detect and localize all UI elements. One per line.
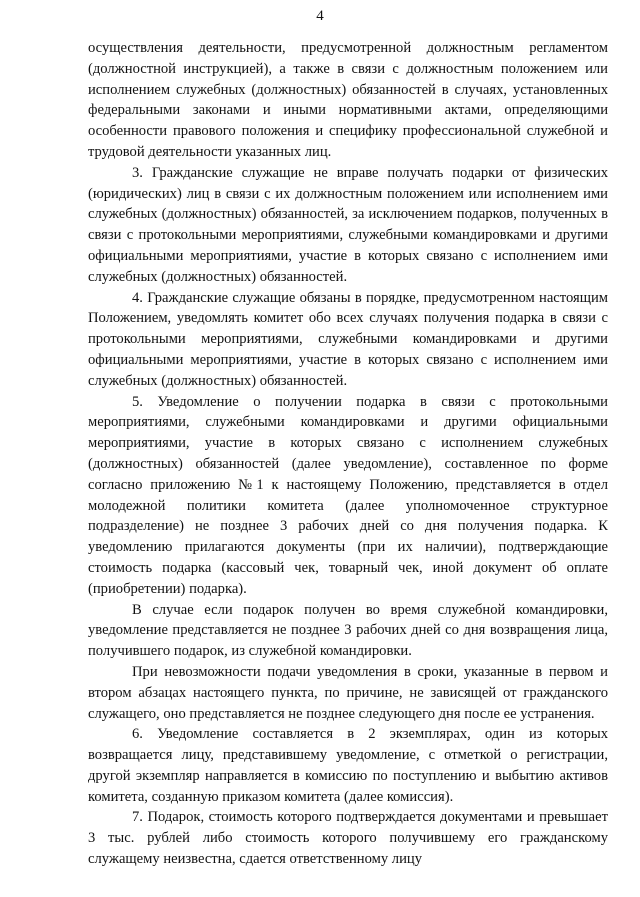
paragraph: В случае если подарок получен во время служебной командировки, уведомление представляется не позднее 3 рабочих дней со дня возвращения лица, получившего подарок, из служебной командировки. — [88, 601, 608, 660]
paragraph: 4. Гражданские служащие обязаны в порядке, предусмотренном настоящим Положением, уведомлять комитет обо всех случаях получения подарка в связи с протокольными мероприятиями, служебными командировками и другими официальными мероприятиями, участие в которых связано с исполнением ими служебных (должностных) обязанностей. — [88, 289, 608, 389]
paragraph: 7. Подарок, стоимость которого подтверждается документами и превышает 3 тыс. рублей либо стоимость которого получившему его гражданскому служащему неизвестна, сдается ответственному лицу — [88, 809, 608, 868]
paragraph: осуществления деятельности, предусмотренной должностным регламентом (должностной инструкцией), а также в связи с должностным положением или исполнением служебных (должностных) обязанностей в случаях, установленных федеральными законами и иными нормативными актами, определяющими особенности правового положения и специфику профессиональной служебной и трудовой деятельности указанных лиц. — [88, 40, 608, 160]
page-number: 4 — [316, 8, 324, 24]
paragraph: 3. Гражданские служащие не вправе получать подарки от физических (юридических) лиц в связи с их должностным положением или исполнением ими служебных (должностных) обязанностей, за исключением подарков, полученных в связи с протокольными мероприятиями, служебными командировками и другими официальными мероприятиями, участие в которых связано с исполнением ими служебных (должностных) обязанностей. — [88, 164, 608, 285]
paragraph: 5. Уведомление о получении подарка в связи с протокольными мероприятиями, служебными командировками и другими официальными мероприятиями, участие в которых связано с исполнением служебных (должностных) обязанностей (далее уведомление), составленное по форме согласно приложению №1 к настоящему Положению, представляется в отдел молодежной политики комитета (далее уполномоченное структурное подразделение) не позднее 3 рабочих дней со дня получения подарка. К уведомлению прилагаются документы (при их наличии), подтверждающие стоимость подарка (кассовый чек, товарный чек, иной документ об оплате (приобретении) подарка). — [88, 393, 608, 597]
paragraph: При невозможности подачи уведомления в сроки, указанные в первом и втором абзацах настоящего пункта, по причине, не зависящей от гражданского служащего, оно представляется не позднее следующего дня после ее устранения. — [88, 663, 608, 722]
document-body — [88, 38, 608, 870]
paragraph: 6. Уведомление составляется в 2 экземплярах, один из которых возвращается лицу, представившему уведомление, с отметкой о регистрации, другой экземпляр направляется в комиссию по поступлению и выбытию активов комитета, созданную приказом комитета (далее комиссия). — [88, 726, 608, 805]
